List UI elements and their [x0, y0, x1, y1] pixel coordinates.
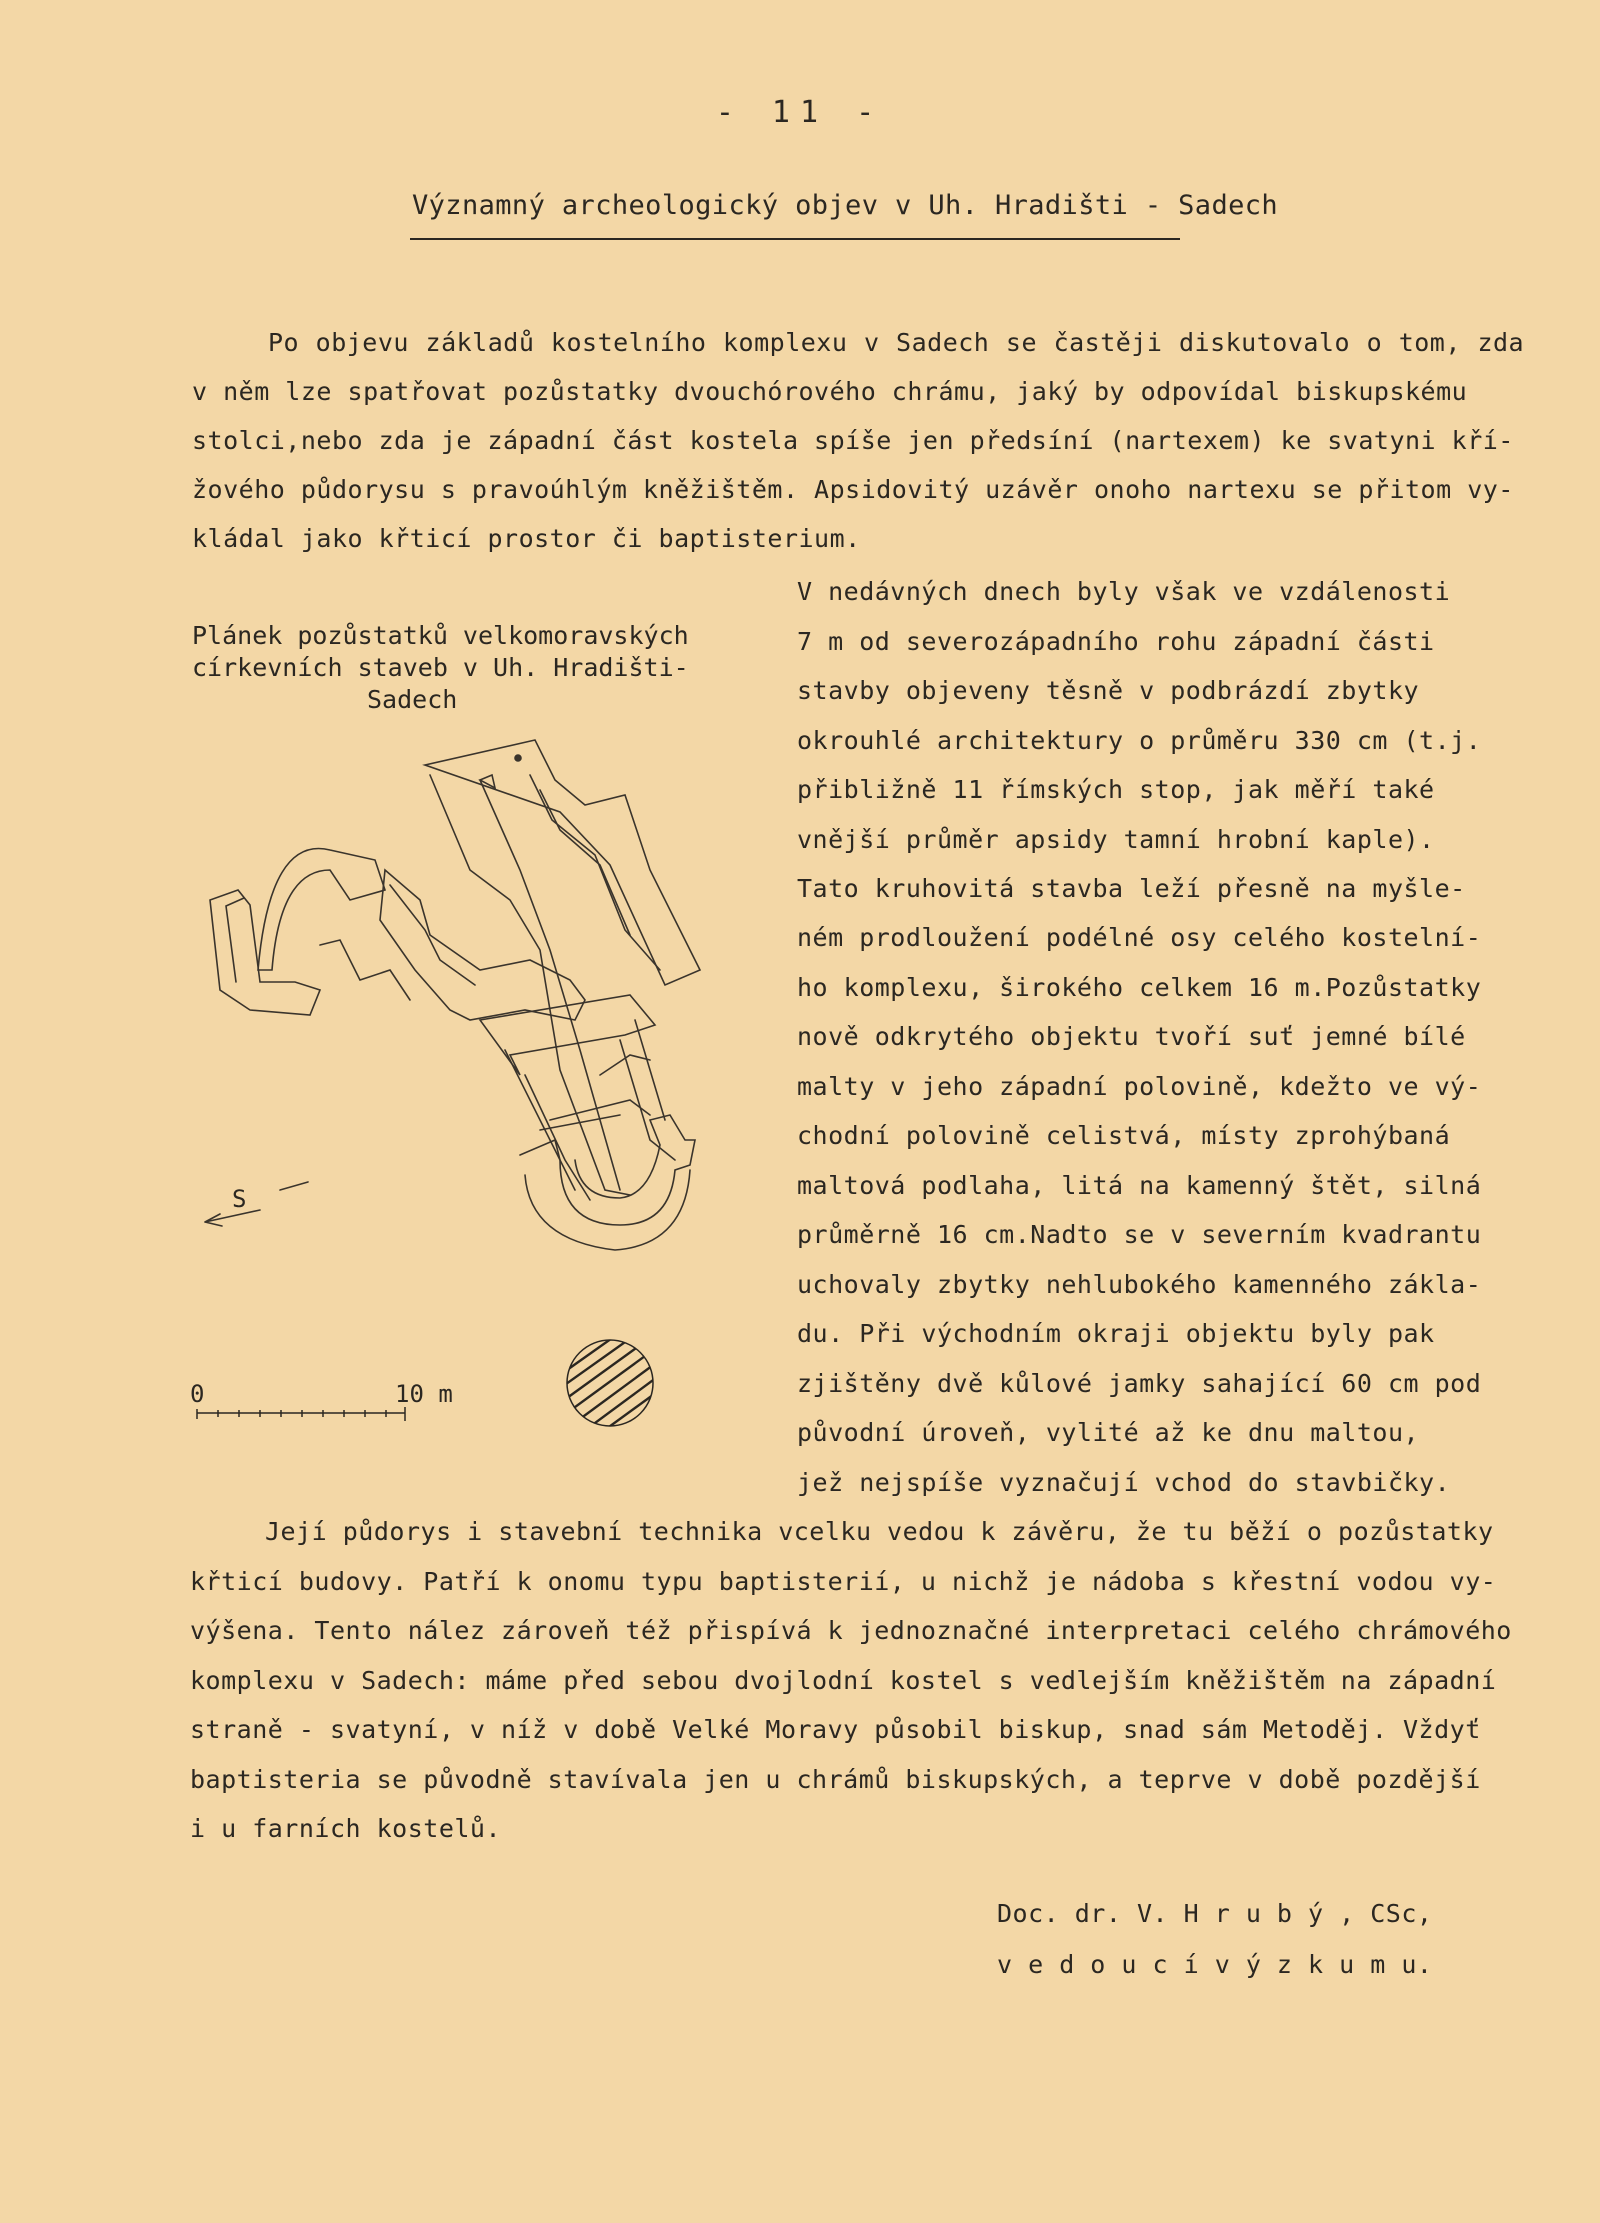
page-number: - 11 -: [715, 95, 885, 130]
scale-end-label: 10 m: [395, 1380, 453, 1408]
scale-start-label: 0: [190, 1380, 205, 1408]
text-line: Její půdorys i stavební technika vcelku vedou k závěru, že tu běží o pozůstatky: [265, 1517, 1494, 1546]
title-underline: [410, 238, 1180, 240]
text-line: Tato kruhovitá stavba leží přesně na myšle-: [797, 874, 1466, 903]
text-line: okrouhlé architektury o průměru 330 cm (t.j.: [797, 726, 1482, 755]
scale-bar: [195, 1407, 415, 1423]
text-line: 7 m od severozápadního rohu západní části: [797, 627, 1435, 656]
caption-line: Sadech: [367, 685, 458, 714]
text-line: straně - svatyní, v níž v době Velké Moravy působil biskup, snad sám Metoděj. Vždyť: [190, 1715, 1481, 1744]
text-line: původní úroveň, vylité až ke dnu maltou,: [797, 1418, 1420, 1447]
caption-line: Plánek pozůstatků velkomoravských: [192, 621, 689, 650]
text-line: malty v jeho západní polovině, kdežto ve vý-: [797, 1072, 1482, 1101]
author-role: v e d o u c í v ý z k u m u.: [997, 1950, 1433, 1979]
text-line: ném prodloužení podélné osy celého kostelní-: [797, 923, 1482, 952]
text-line: stolci,nebo zda je západní část kostela spíše jen předsíní (nartexem) ke svatyni kří-: [192, 426, 1514, 455]
text-line: křticí budovy. Patří k onomu typu baptisterií, u nichž je nádoba s křestní vodou vy-: [190, 1567, 1497, 1596]
text-line: ho komplexu, širokého celkem 16 m.Pozůstatky: [797, 973, 1482, 1002]
text-line: Po objevu základů kostelního komplexu v Sadech se častěji diskutovalo o tom, zda: [268, 328, 1525, 357]
text-line: baptisteria se původně stavívala jen u chrámů biskupských, a teprve v době pozdější: [190, 1765, 1481, 1794]
author-name: Doc. dr. V. H r u b ý , CSc,: [997, 1899, 1433, 1928]
caption-line: církevních staveb v Uh. Hradišti-: [192, 653, 689, 682]
text-line: průměrně 16 cm.Nadto se v severním kvadrantu: [797, 1220, 1482, 1249]
text-line: du. Při východním okraji objektu byly pak: [797, 1319, 1435, 1348]
text-line: kládal jako křticí prostor či baptisterium.: [192, 524, 861, 553]
article-title: Významný archeologický objev v Uh. Hradišti - Sadech: [412, 190, 1279, 221]
text-line: žového půdorysu s pravoúhlým kněžištěm. Apsidovitý uzávěr onoho nartexu se přitom vy-: [192, 475, 1514, 504]
text-line: i u farních kostelů.: [190, 1814, 502, 1843]
text-line: přibližně 11 římských stop, jak měří také: [797, 775, 1435, 804]
text-line: stavby objeveny těsně v podbrázdí zbytky: [797, 676, 1420, 705]
text-line: zjištěny dvě kůlové jamky sahající 60 cm pod: [797, 1369, 1482, 1398]
church-plan-drawing: [180, 720, 720, 1440]
text-line: maltová podlaha, litá na kamenný štět, silná: [797, 1171, 1482, 1200]
text-line: vnější průměr apsidy tamní hrobní kaple).: [797, 825, 1435, 854]
figure-caption: [192, 620, 689, 716]
text-line: chodní polovině celistvá, místy zprohýbaná: [797, 1121, 1451, 1150]
text-line: v něm lze spatřovat pozůstatky dvouchórového chrámu, jaký by odpovídal biskupskému: [192, 377, 1468, 406]
text-line: jež nejspíše vyznačují vchod do stavbičky.: [797, 1468, 1451, 1497]
baptistery-circle: [550, 1320, 672, 1440]
north-label: S: [232, 1185, 247, 1213]
text-line: uchovaly zbytky nehlubokého kamenného zákla-: [797, 1270, 1482, 1299]
text-line: výšena. Tento nález zároveň též přispívá k jednoznačné interpretaci celého chrámového: [190, 1616, 1512, 1645]
text-line: nově odkrytého objektu tvoří suť jemné bílé: [797, 1022, 1466, 1051]
text-line: komplexu v Sadech: máme před sebou dvojlodní kostel s vedlejším kněžištěm na západní: [190, 1666, 1497, 1695]
text-line: V nedávných dnech byly však ve vzdálenosti: [797, 577, 1451, 606]
chapel-outline: [258, 849, 385, 971]
